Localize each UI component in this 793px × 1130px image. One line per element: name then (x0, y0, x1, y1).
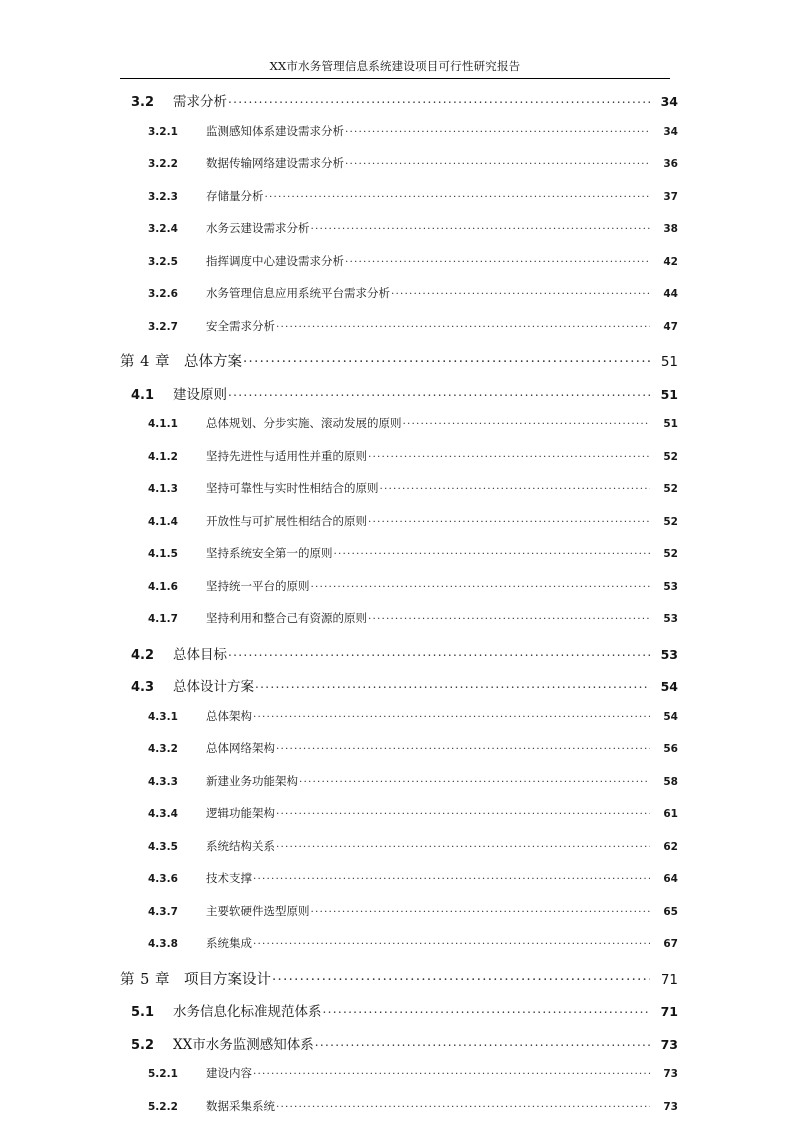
toc-entry-page-number: 65 (650, 906, 678, 918)
toc-leader-dots (368, 448, 650, 460)
toc-entry[interactable] (0, 1033, 793, 1066)
toc-leader-dots (311, 903, 651, 915)
toc-entry-page-number: 51 (650, 387, 678, 402)
toc-entry-number: 3.2.1 (148, 126, 206, 138)
toc-entry[interactable] (0, 90, 793, 123)
toc-entry[interactable] (0, 903, 793, 936)
toc-leader-dots (228, 385, 650, 399)
toc-leader-dots (276, 1098, 650, 1110)
toc-entry-number: 第 5 章 (120, 968, 182, 989)
toc-entry-title: 水务管理信息应用系统平台需求分析 (206, 285, 391, 301)
toc-leader-dots (323, 1003, 651, 1017)
toc-entry-page-number: 53 (650, 613, 678, 625)
toc-entry-number: 4.3.1 (148, 711, 206, 723)
toc-entry[interactable] (0, 578, 793, 611)
toc-entry-page-number: 52 (650, 516, 678, 528)
toc-entry-title: 总体规划、分步实施、滚动发展的原则 (206, 415, 403, 431)
toc-entry-page-number: 71 (650, 1004, 678, 1019)
toc-entry-title: 开放性与可扩展性相结合的原则 (206, 513, 368, 529)
toc-entry[interactable] (0, 1065, 793, 1098)
toc-entry-title: 监测感知体系建设需求分析 (206, 123, 345, 139)
toc-entry-page-number: 36 (650, 158, 678, 170)
toc-leader-dots (228, 645, 650, 659)
toc-leader-dots (403, 416, 651, 428)
toc-entry[interactable] (0, 935, 793, 968)
toc-entry-page-number: 52 (650, 451, 678, 463)
toc-entry-number: 4.1.4 (148, 516, 206, 528)
toc-entry-page-number: 54 (650, 679, 678, 694)
toc-entry-title: 总体架构 (206, 708, 253, 724)
toc-entry[interactable] (0, 773, 793, 806)
toc-entry-number: 3.2 (131, 95, 173, 110)
toc-entry[interactable] (0, 253, 793, 286)
toc-entry-page-number: 73 (650, 1101, 678, 1113)
toc-leader-dots (276, 741, 650, 753)
toc-entry-title: 项目方案设计 (182, 968, 272, 989)
toc-entry-page-number: 44 (650, 288, 678, 300)
toc-leader-dots (253, 871, 650, 883)
toc-entry-number: 4.3.5 (148, 841, 206, 853)
toc-entry-number: 4.1 (131, 388, 173, 403)
toc-entry-title: 总体设计方案 (173, 675, 255, 695)
toc-entry-title: 指挥调度中心建设需求分析 (206, 253, 345, 269)
toc-entry[interactable] (0, 968, 793, 1001)
toc-leader-dots (255, 678, 650, 692)
toc-entry-number: 5.2.1 (148, 1068, 206, 1080)
toc-entry-title: 总体网络架构 (206, 740, 276, 756)
toc-entry[interactable] (0, 1000, 793, 1033)
toc-entry-number: 4.3 (131, 680, 173, 695)
toc-leader-dots (276, 838, 650, 850)
toc-entry-number: 5.2 (131, 1038, 173, 1053)
toc-leader-dots (253, 708, 650, 720)
toc-entry-page-number: 42 (650, 256, 678, 268)
toc-entry-title: 建设内容 (206, 1065, 253, 1081)
toc-entry[interactable] (0, 805, 793, 838)
toc-entry-title: 系统结构关系 (206, 838, 276, 854)
toc-entry-title: 逻辑功能架构 (206, 805, 276, 821)
toc-entry-title: 坚持可靠性与实时性相结合的原则 (206, 480, 380, 496)
toc-entry[interactable] (0, 675, 793, 708)
toc-entry-page-number: 34 (650, 94, 678, 109)
toc-entry-number: 3.2.7 (148, 321, 206, 333)
header-divider-rule (120, 78, 670, 79)
toc-entry[interactable] (0, 545, 793, 578)
toc-leader-dots (276, 318, 650, 330)
toc-entry-number: 4.3.6 (148, 873, 206, 885)
table-of-contents (0, 90, 793, 1130)
toc-entry-page-number: 37 (650, 191, 678, 203)
toc-entry[interactable] (0, 643, 793, 676)
toc-entry-number: 4.1.5 (148, 548, 206, 560)
toc-leader-dots (253, 936, 650, 948)
toc-entry-number: 3.2.4 (148, 223, 206, 235)
toc-entry[interactable] (0, 123, 793, 156)
toc-leader-dots (391, 286, 650, 298)
toc-entry-title: 新建业务功能架构 (206, 773, 299, 789)
toc-entry[interactable] (0, 1098, 793, 1130)
toc-entry[interactable] (0, 480, 793, 513)
toc-leader-dots (311, 221, 651, 233)
toc-entry-page-number: 54 (650, 711, 678, 723)
toc-leader-dots (315, 1035, 650, 1049)
toc-entry[interactable] (0, 448, 793, 481)
toc-entry-number: 4.3.2 (148, 743, 206, 755)
toc-entry-title: 总体方案 (182, 350, 243, 371)
toc-entry-page-number: 53 (650, 581, 678, 593)
toc-entry[interactable] (0, 383, 793, 416)
toc-leader-dots (243, 352, 650, 367)
toc-entry-page-number: 73 (650, 1068, 678, 1080)
toc-entry-number: 4.1.2 (148, 451, 206, 463)
toc-entry-page-number: 73 (650, 1037, 678, 1052)
toc-leader-dots (368, 513, 650, 525)
toc-entry-page-number: 61 (650, 808, 678, 820)
toc-entry-number: 4.1.6 (148, 581, 206, 593)
toc-entry-number: 3.2.2 (148, 158, 206, 170)
toc-entry-number: 4.3.8 (148, 938, 206, 950)
toc-entry-title: XX市水务监测感知体系 (173, 1033, 315, 1053)
toc-entry-number: 第 4 章 (120, 350, 182, 371)
toc-entry[interactable] (0, 415, 793, 448)
toc-entry-page-number: 51 (650, 354, 678, 370)
toc-entry[interactable] (0, 740, 793, 773)
toc-leader-dots (345, 253, 650, 265)
toc-entry-number: 3.2.5 (148, 256, 206, 268)
toc-entry-page-number: 34 (650, 126, 678, 138)
toc-entry-title: 坚持先进性与适用性并重的原则 (206, 448, 368, 464)
toc-entry-title: 建设原则 (173, 383, 228, 403)
toc-entry-number: 4.1.7 (148, 613, 206, 625)
toc-entry-title: 存储量分析 (206, 188, 265, 204)
toc-entry[interactable] (0, 155, 793, 188)
toc-leader-dots (380, 481, 651, 493)
toc-entry-number: 5.1 (131, 1005, 173, 1020)
toc-entry[interactable] (0, 188, 793, 221)
toc-entry-title: 主要软硬件选型原则 (206, 903, 311, 919)
toc-entry-number: 4.2 (131, 648, 173, 663)
toc-entry-page-number: 52 (650, 548, 678, 560)
toc-entry-page-number: 38 (650, 223, 678, 235)
toc-entry-title: 坚持统一平台的原则 (206, 578, 311, 594)
toc-entry[interactable] (0, 708, 793, 741)
toc-leader-dots (276, 806, 650, 818)
toc-entry-page-number: 62 (650, 841, 678, 853)
toc-entry-title: 需求分析 (173, 90, 228, 110)
running-header: XX市水务管理信息系统建设项目可行性研究报告 (120, 58, 670, 74)
toc-leader-dots (253, 1066, 650, 1078)
toc-entry[interactable] (0, 838, 793, 871)
toc-entry-page-number: 64 (650, 873, 678, 885)
toc-leader-dots (345, 123, 650, 135)
toc-leader-dots (368, 611, 650, 623)
toc-entry-number: 5.2.2 (148, 1101, 206, 1113)
toc-leader-dots (345, 156, 650, 168)
toc-entry-page-number: 53 (650, 647, 678, 662)
toc-entry-page-number: 71 (650, 972, 678, 988)
toc-leader-dots (272, 969, 650, 984)
toc-entry[interactable] (0, 610, 793, 643)
toc-entry[interactable] (0, 285, 793, 318)
toc-entry-number: 4.3.7 (148, 906, 206, 918)
toc-entry-number: 4.1.1 (148, 418, 206, 430)
toc-entry-title: 坚持系统安全第一的原则 (206, 545, 334, 561)
toc-entry-title: 数据传输网络建设需求分析 (206, 155, 345, 171)
toc-entry-title: 水务云建设需求分析 (206, 220, 311, 236)
toc-entry-title: 总体目标 (173, 643, 228, 663)
toc-entry[interactable] (0, 513, 793, 546)
toc-leader-dots (228, 93, 650, 107)
toc-entry-number: 4.3.4 (148, 808, 206, 820)
toc-entry-number: 3.2.3 (148, 191, 206, 203)
toc-entry-page-number: 51 (650, 418, 678, 430)
toc-entry-page-number: 56 (650, 743, 678, 755)
toc-entry-number: 4.1.3 (148, 483, 206, 495)
toc-entry[interactable] (0, 220, 793, 253)
toc-leader-dots (334, 546, 651, 558)
toc-entry-number: 3.2.6 (148, 288, 206, 300)
toc-entry[interactable] (0, 870, 793, 903)
toc-entry[interactable] (0, 318, 793, 351)
toc-entry-title: 技术支撑 (206, 870, 253, 886)
toc-entry-page-number: 67 (650, 938, 678, 950)
toc-entry[interactable] (0, 350, 793, 383)
toc-entry-page-number: 47 (650, 321, 678, 333)
toc-entry-title: 水务信息化标准规范体系 (173, 1000, 323, 1020)
toc-entry-page-number: 52 (650, 483, 678, 495)
toc-entry-number: 4.3.3 (148, 776, 206, 788)
toc-entry-title: 数据采集系统 (206, 1098, 276, 1114)
toc-leader-dots (265, 188, 651, 200)
toc-entry-title: 安全需求分析 (206, 318, 276, 334)
toc-leader-dots (311, 578, 651, 590)
toc-entry-title: 坚持利用和整合己有资源的原则 (206, 610, 368, 626)
toc-leader-dots (299, 773, 650, 785)
toc-entry-title: 系统集成 (206, 935, 253, 951)
toc-entry-page-number: 58 (650, 776, 678, 788)
